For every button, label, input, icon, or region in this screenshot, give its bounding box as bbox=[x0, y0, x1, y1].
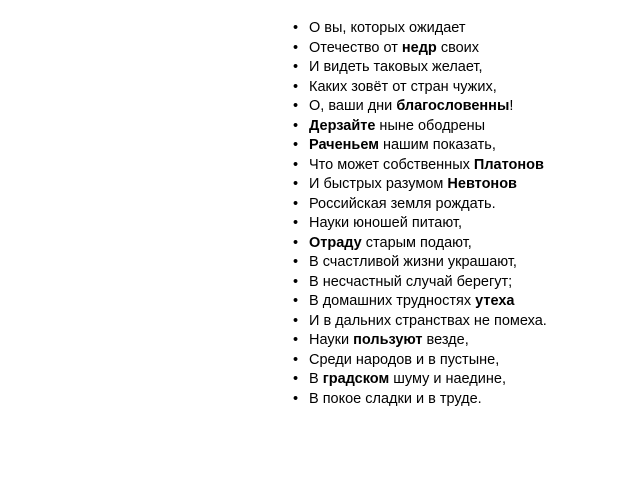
poem-line-text: Среди народов и в пустыне, bbox=[309, 351, 500, 368]
poem-line bbox=[290, 78, 547, 98]
poem-line bbox=[290, 156, 547, 176]
poem-line-text: О вы, которых ожидает bbox=[309, 20, 466, 36]
poem-line bbox=[290, 292, 547, 312]
poem-line-text: Каких зовёт от стран чужих, bbox=[309, 78, 497, 95]
poem-line-text: И видеть таковых желает, bbox=[309, 59, 483, 75]
poem-line-text: Что может собственных bbox=[309, 156, 474, 173]
poem-line-bold-text: градском bbox=[322, 371, 390, 387]
poem-line-bold-text: благословенны bbox=[396, 98, 510, 114]
poem-line-text: шуму и наедине, bbox=[389, 371, 506, 387]
poem-line-bold-text: утеха bbox=[475, 293, 515, 309]
poem-line-text: везде, bbox=[422, 332, 469, 348]
poem-line-text: И в дальних странствах не помеха. bbox=[309, 312, 547, 329]
poem-line bbox=[290, 351, 547, 371]
poem-line-text: ! bbox=[509, 98, 514, 114]
poem-line bbox=[290, 370, 547, 390]
poem-line bbox=[290, 234, 547, 254]
poem-line-bold-text: Отраду bbox=[309, 234, 362, 251]
poem-line bbox=[290, 195, 547, 215]
poem-line bbox=[290, 136, 547, 156]
poem-line-text: Науки bbox=[309, 332, 354, 348]
poem-line-text: своих bbox=[436, 39, 480, 56]
poem-line bbox=[290, 273, 547, 293]
poem-line bbox=[290, 390, 547, 410]
poem-line bbox=[290, 312, 547, 332]
poem-line-bold-text: Платонов bbox=[473, 156, 544, 173]
poem-line bbox=[290, 331, 547, 351]
poem-line-text: нашим показать, bbox=[378, 137, 496, 153]
poem-line-text: В покое сладки и в труде. bbox=[309, 390, 482, 407]
poem-line-text: В bbox=[309, 371, 323, 387]
poem-line bbox=[290, 58, 547, 78]
poem-line bbox=[290, 39, 547, 59]
poem-line-text: О, ваши дни bbox=[309, 98, 397, 114]
poem-line-bold-text: недр bbox=[401, 39, 437, 56]
poem-line-text: старым подают, bbox=[361, 234, 472, 251]
poem-line bbox=[290, 214, 547, 234]
poem-line bbox=[290, 117, 547, 137]
poem-line bbox=[290, 97, 547, 117]
poem-line bbox=[290, 253, 547, 273]
poem-line-bold-text: Раченьем bbox=[309, 137, 379, 153]
poem-line-text: В счастливой жизни украшают, bbox=[309, 254, 517, 270]
poem-line-text: Российская земля рождать. bbox=[309, 195, 496, 212]
poem-line-bold-text: Невтонов bbox=[447, 176, 517, 192]
poem-line-text: Отечество от bbox=[309, 39, 402, 56]
poem-line bbox=[290, 175, 547, 195]
poem-line-bold-text: пользуют bbox=[353, 332, 423, 348]
poem-line-text: И быстрых разумом bbox=[309, 176, 448, 192]
poem-line bbox=[290, 19, 547, 39]
poem-line-bold-text: Дерзайте bbox=[309, 117, 376, 134]
poem-line-text: В домашних трудностях bbox=[309, 293, 476, 309]
poem-bullet-list bbox=[290, 19, 547, 409]
poem-line-text: Науки юношей питают, bbox=[309, 215, 462, 231]
poem-line-text: В несчастный случай берегут; bbox=[309, 273, 513, 290]
poem-line-text: ныне ободрены bbox=[375, 117, 486, 134]
